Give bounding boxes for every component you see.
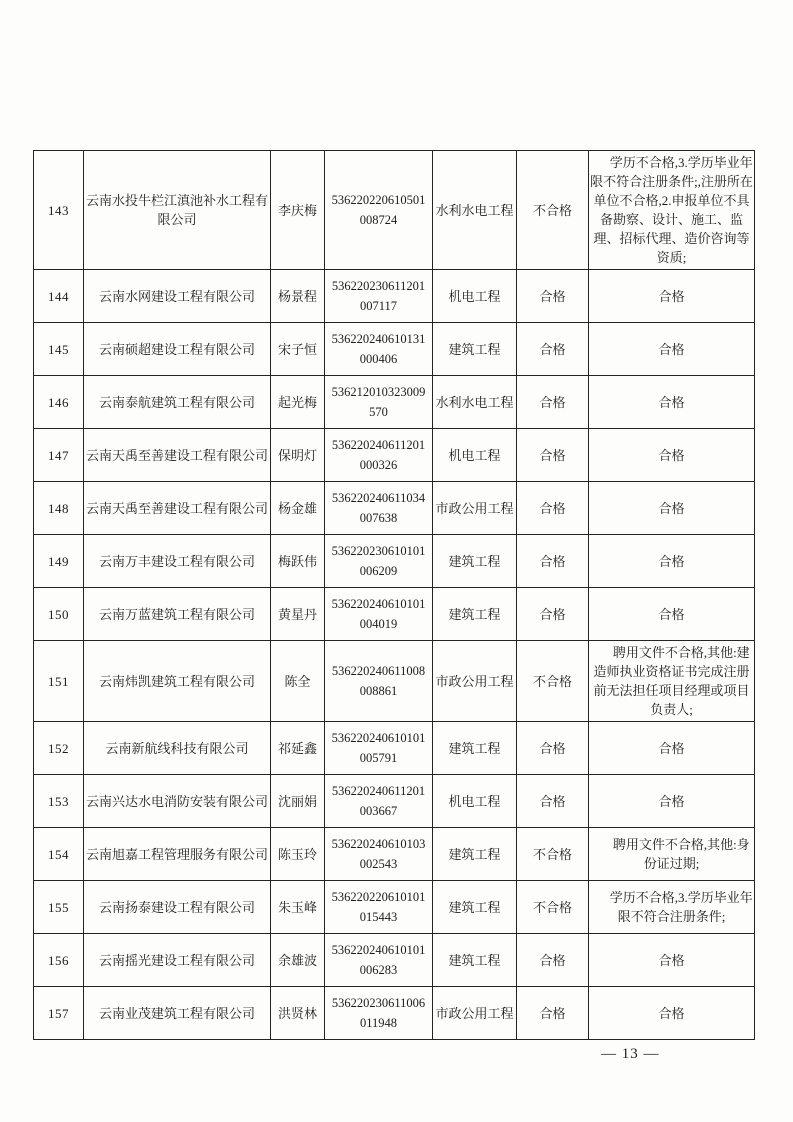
table-row	[34, 641, 755, 722]
cell-company-name: 云南万丰建设工程有限公司	[84, 535, 271, 588]
cell-remark: 合格	[589, 482, 755, 535]
cell-certificate-number	[325, 323, 433, 376]
certificate-number-text: 536212010323009570	[331, 385, 426, 419]
cell-remark: 学历不合格,3.学历毕业年限不符合注册条件;	[589, 881, 755, 934]
cell-remark: 合格	[589, 535, 755, 588]
cell-company-name: 云南水投牛栏江滇池补水工程有限公司	[84, 151, 271, 270]
cell-review-result: 不合格	[517, 881, 589, 934]
cell-major: 市政公用工程	[433, 641, 517, 722]
cell-company-name: 云南天禹至善建设工程有限公司	[84, 482, 271, 535]
cell-remark: 合格	[589, 934, 755, 987]
cell-serial-number: 146	[34, 376, 84, 429]
cell-major: 市政公用工程	[433, 482, 517, 535]
table-row	[34, 482, 755, 535]
cell-serial-number: 149	[34, 535, 84, 588]
cell-major: 建筑工程	[433, 323, 517, 376]
cell-major: 建筑工程	[433, 588, 517, 641]
cell-major: 水利水电工程	[433, 151, 517, 270]
cell-remark: 合格	[589, 588, 755, 641]
cell-serial-number: 154	[34, 828, 84, 881]
cell-certificate-number	[325, 722, 433, 775]
cell-serial-number: 151	[34, 641, 84, 722]
cell-person-name: 梅跃伟	[271, 535, 325, 588]
cell-serial-number: 152	[34, 722, 84, 775]
cell-review-result: 不合格	[517, 641, 589, 722]
cell-review-result: 合格	[517, 270, 589, 323]
cell-major: 机电工程	[433, 775, 517, 828]
table-body	[34, 151, 755, 1040]
cell-review-result: 不合格	[517, 151, 589, 270]
certificate-number-text: 536220240610101006283	[331, 943, 426, 977]
cell-person-name: 洪贤林	[271, 987, 325, 1040]
cell-certificate-number	[325, 376, 433, 429]
certificate-number-text: 536220240610131000406	[331, 332, 426, 366]
cell-person-name: 李庆梅	[271, 151, 325, 270]
cell-certificate-number	[325, 429, 433, 482]
cell-company-name: 云南旭嘉工程管理服务有限公司	[84, 828, 271, 881]
cell-serial-number: 147	[34, 429, 84, 482]
cell-person-name: 起光梅	[271, 376, 325, 429]
cell-review-result: 合格	[517, 535, 589, 588]
cell-major: 建筑工程	[433, 934, 517, 987]
cell-company-name: 云南硕超建设工程有限公司	[84, 323, 271, 376]
cell-certificate-number	[325, 775, 433, 828]
table-row	[34, 323, 755, 376]
cell-remark: 学历不合格,3.学历毕业年限不符合注册条件;,注册所在单位不合格,2.申报单位不具备勘察、设计、施工、监理、招标代理、造价咨询等资质;	[589, 151, 755, 270]
cell-company-name: 云南炜凯建筑工程有限公司	[84, 641, 271, 722]
cell-review-result: 合格	[517, 987, 589, 1040]
table-row	[34, 881, 755, 934]
certificate-number-text: 536220220610101015443	[331, 890, 426, 924]
cell-remark: 合格	[589, 722, 755, 775]
cell-serial-number: 148	[34, 482, 84, 535]
cell-serial-number: 145	[34, 323, 84, 376]
cell-major: 水利水电工程	[433, 376, 517, 429]
cell-remark: 合格	[589, 376, 755, 429]
cell-review-result: 合格	[517, 482, 589, 535]
cell-person-name: 余雄波	[271, 934, 325, 987]
cell-certificate-number	[325, 881, 433, 934]
cell-major: 建筑工程	[433, 881, 517, 934]
table-row	[34, 376, 755, 429]
cell-serial-number: 156	[34, 934, 84, 987]
cell-person-name: 杨金雄	[271, 482, 325, 535]
cell-certificate-number	[325, 934, 433, 987]
certificate-number-text: 536220240611201000326	[331, 438, 426, 472]
certificate-number-text: 536220240610101005791	[331, 731, 426, 765]
cell-remark: 合格	[589, 987, 755, 1040]
registration-review-table	[33, 150, 755, 1040]
certificate-number-text: 536220240611008008861	[331, 664, 426, 698]
certificate-number-text: 536220240611201003667	[331, 784, 426, 818]
cell-serial-number: 153	[34, 775, 84, 828]
cell-certificate-number	[325, 482, 433, 535]
certificate-number-text: 536220230611006011948	[331, 996, 426, 1030]
cell-serial-number: 157	[34, 987, 84, 1040]
cell-remark: 合格	[589, 323, 755, 376]
cell-major: 建筑工程	[433, 535, 517, 588]
cell-person-name: 黄星丹	[271, 588, 325, 641]
certificate-number-text: 536220230611201007117	[331, 279, 426, 313]
table-row	[34, 775, 755, 828]
cell-serial-number: 150	[34, 588, 84, 641]
page-number: — 13 —	[601, 1046, 660, 1062]
cell-major: 机电工程	[433, 429, 517, 482]
cell-company-name: 云南兴达水电消防安装有限公司	[84, 775, 271, 828]
cell-serial-number: 143	[34, 151, 84, 270]
cell-review-result: 合格	[517, 775, 589, 828]
cell-remark: 合格	[589, 429, 755, 482]
cell-major: 建筑工程	[433, 828, 517, 881]
cell-certificate-number	[325, 535, 433, 588]
cell-company-name: 云南扬泰建设工程有限公司	[84, 881, 271, 934]
cell-serial-number: 155	[34, 881, 84, 934]
cell-person-name: 宋子恒	[271, 323, 325, 376]
cell-certificate-number	[325, 588, 433, 641]
cell-person-name: 祁延鑫	[271, 722, 325, 775]
cell-company-name: 云南新航线科技有限公司	[84, 722, 271, 775]
table-row	[34, 987, 755, 1040]
table-row	[34, 270, 755, 323]
cell-certificate-number	[325, 641, 433, 722]
cell-major: 市政公用工程	[433, 987, 517, 1040]
cell-review-result: 合格	[517, 722, 589, 775]
cell-review-result: 合格	[517, 588, 589, 641]
cell-certificate-number	[325, 828, 433, 881]
table-row	[34, 828, 755, 881]
cell-remark: 合格	[589, 775, 755, 828]
table-row	[34, 588, 755, 641]
cell-review-result: 合格	[517, 429, 589, 482]
table-row	[34, 722, 755, 775]
cell-person-name: 陈全	[271, 641, 325, 722]
cell-remark: 合格	[589, 270, 755, 323]
certificate-number-text: 536220240611034007638	[331, 491, 426, 525]
cell-person-name: 沈丽娟	[271, 775, 325, 828]
table-row	[34, 535, 755, 588]
cell-review-result: 合格	[517, 323, 589, 376]
table-row	[34, 429, 755, 482]
cell-company-name: 云南业茂建筑工程有限公司	[84, 987, 271, 1040]
certificate-number-text: 536220230610101006209	[331, 544, 426, 578]
table-row	[34, 151, 755, 270]
cell-review-result: 合格	[517, 934, 589, 987]
cell-certificate-number	[325, 151, 433, 270]
cell-person-name: 保明灯	[271, 429, 325, 482]
cell-remark: 聘用文件不合格,其他:建造师执业资格证书完成注册前无法担任项目经理或项目负责人;	[589, 641, 755, 722]
cell-remark: 聘用文件不合格,其他:身份证过期;	[589, 828, 755, 881]
cell-company-name: 云南水网建设工程有限公司	[84, 270, 271, 323]
cell-review-result: 合格	[517, 376, 589, 429]
certificate-number-text: 536220220610501008724	[331, 193, 426, 227]
cell-company-name: 云南泰航建筑工程有限公司	[84, 376, 271, 429]
cell-company-name: 云南摇光建设工程有限公司	[84, 934, 271, 987]
cell-major: 建筑工程	[433, 722, 517, 775]
cell-person-name: 陈玉玲	[271, 828, 325, 881]
cell-serial-number: 144	[34, 270, 84, 323]
cell-company-name: 云南天禹至善建设工程有限公司	[84, 429, 271, 482]
cell-major: 机电工程	[433, 270, 517, 323]
cell-person-name: 杨景程	[271, 270, 325, 323]
cell-certificate-number	[325, 987, 433, 1040]
table-row	[34, 934, 755, 987]
cell-person-name: 朱玉峰	[271, 881, 325, 934]
certificate-number-text: 536220240610101004019	[331, 597, 426, 631]
certificate-number-text: 536220240610103002543	[331, 837, 426, 871]
cell-certificate-number	[325, 270, 433, 323]
cell-company-name: 云南万蓝建筑工程有限公司	[84, 588, 271, 641]
cell-review-result: 不合格	[517, 828, 589, 881]
